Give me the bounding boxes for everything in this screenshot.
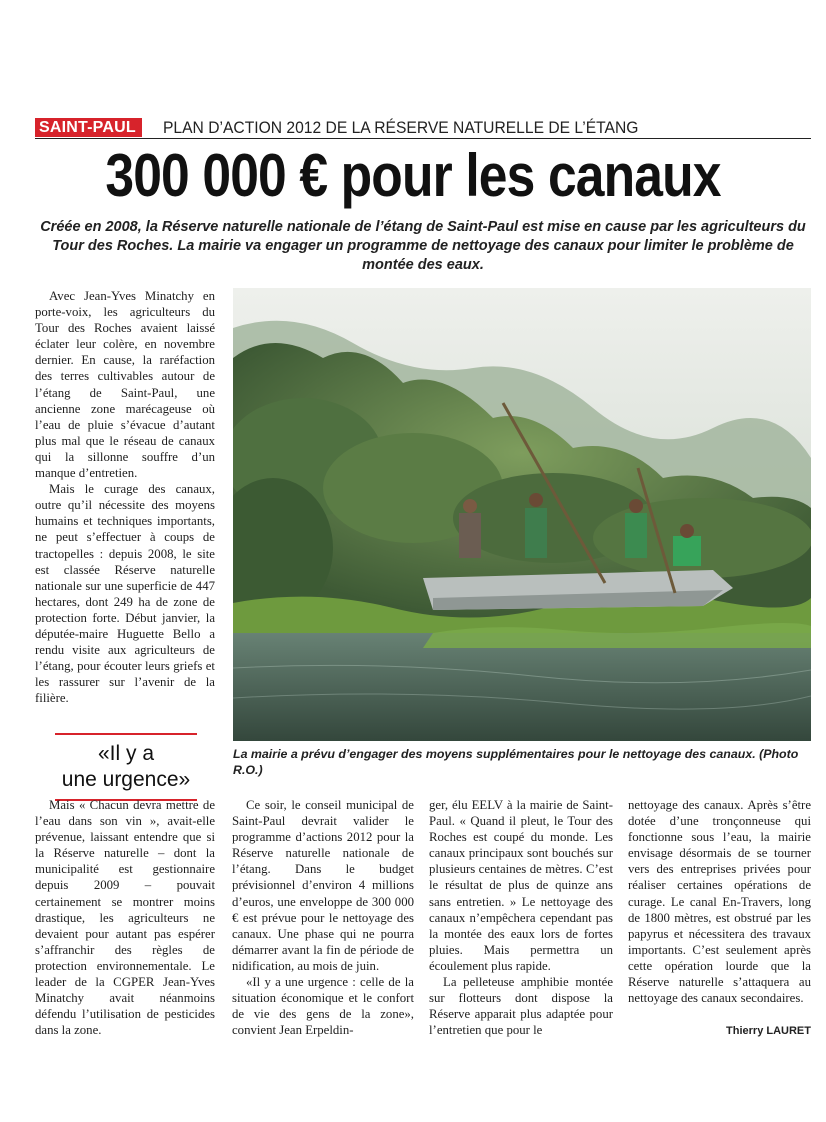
pull-quote-box [55, 733, 197, 801]
canal-photo-illustration [233, 288, 811, 741]
body-paragraph: «Il y a une urgence : celle de la situation économique et le confort de vie des gens de la zone», convient Jean Erpeldin- [232, 975, 414, 1038]
intro-paragraph-1: Avec Jean-Yves Minatchy en porte-voix, les agriculteurs du Tour des Roches avaient laissé éclater leur colère, en novembre dernier. En cause, la raréfaction des terres cultivables autour de l’étang de Saint-Paul, une ancienne zone marécageuse où l’eau de pluie s’évacue d’autant plus mal que le réseau de canaux qui la sillonne souffre d’un manque d’entretien. [35, 289, 215, 481]
standfirst: Créée en 2008, la Réserve naturelle nationale de l’étang de Saint-Paul est mise en cause par les agriculteurs du Tour des Roches. La mairie va engager un programme de nettoyage des canaux pour limiter le problème de montée des eaux. [40, 219, 806, 273]
pull-quote-top-rule [55, 733, 197, 735]
author-signature: Thierry LAURET [726, 1025, 811, 1037]
section-tag: SAINT-PAUL [35, 118, 142, 137]
body-paragraph: nettoyage des canaux. Après s’être dotée d’une tronçonneuse qui fonctionne sous l’eau, la mairie envisage désormais de se tourner vers des entreprises privées pour réaliser certaines opérations de curage. Le canal En-Travers, long de 1800 mètres, est obstrué par les papyrus et nécessitera des travaux importants. C’est seulement après cette opération lourde que la Réserve naturelle s’attaquera au nettoyage des canaux secondaires. [628, 798, 811, 1006]
body-column-3 [429, 797, 613, 1038]
body-column-1 [35, 797, 215, 1038]
body-paragraph: Ce soir, le conseil municipal de Saint-Paul devrait valider le programme d’actions 2012 pour la Réserve naturelle nationale de l’étang. Dans le budget prévisionnel d’environ 4 millions d’euros, une enveloppe de 300 000 € est prévue pour le nettoyage des canaux. Une phase qui ne pourra démarrer avant la fin de période de nidification, au mois de juin. [232, 798, 414, 973]
intro-column [35, 288, 215, 706]
body-paragraph: ger, élu EELV à la mairie de Saint-Paul. « Quand il pleut, le Tour des Roches est coupé du monde. Les canaux principaux sont bouchés sur plusieurs centaines de mètres. C’est le résultat de plus de quinze ans sans entretien. » Le nettoyage des canaux n’empêchera cependant pas la montée des eaux lors de fortes pluies. Mais permettra un écoulement plus rapide. [429, 798, 613, 973]
headline: 300 000 € pour les canaux [105, 142, 721, 209]
body-column-2 [232, 797, 414, 1038]
photo-caption: La mairie a prévu d’engager des moyens supplémentaires pour le nettoyage des canaux. (Photo R.O.) [233, 747, 799, 777]
body-paragraph: La pelleteuse amphibie montée sur flotteurs dont dispose la Réserve apparait plus adaptée pour l’entretien que pour le [429, 975, 613, 1038]
intro-paragraph-2: Mais le curage des canaux, outre qu’il nécessite des moyens humains et techniques importants, ne peut s’effectuer à coups de tractopelles : depuis 2008, le site est classée Réserve naturelle nationale sur une superficie de 447 hectares, dont 249 ha de zone de protection forte. Début janvier, la députée-maire Huguette Bello a rendu visite aux agriculteurs de l’étang, pour écouter leurs griefs et les rassurer sur l’avenir de la filière. [35, 482, 215, 706]
body-column-4 [628, 797, 811, 1006]
body-paragraph: Mais « Chacun devra mettre de l’eau dans son vin », avait-elle prévenue, laissant entendre que si la Réserve naturelle – dont la municipalité est gestionnaire depuis 2009 – pouvait certainement se montrer moins drastique, les agriculteurs ne devaient pour autant pas espérer s’affranchir des règles de protection environnementale. Le leader de la CGPER Jean-Yves Minatchy avait néanmoins défendu l’utilisation de pesticides dans la zone. [35, 798, 215, 1038]
kicker-text: PLAN D’ACTION 2012 DE LA RÉSERVE NATURELLE DE L’ÉTANG [163, 118, 639, 137]
kicker-bar [35, 118, 811, 139]
article-photo [233, 288, 811, 741]
pull-quote-line-1: «Il y a [97, 742, 155, 765]
pull-quote-line-2: une urgence» [61, 768, 191, 791]
